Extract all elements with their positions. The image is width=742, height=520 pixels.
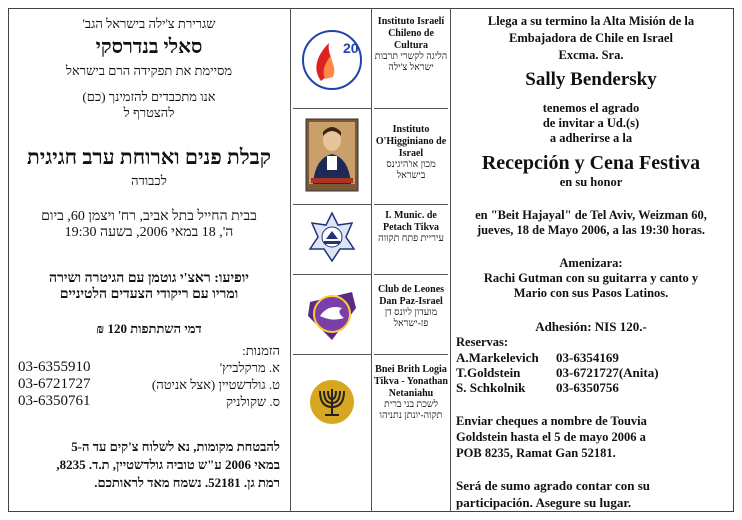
hebrew-line: להצטרף ל xyxy=(123,105,175,120)
spanish-entertainment-title: Amenizara: xyxy=(559,256,623,270)
divider xyxy=(374,354,448,355)
spanish-ambassador-name: Sally Bendersky xyxy=(525,69,657,90)
spanish-line: Llega a su termino la Alta Misión de la xyxy=(487,14,695,28)
institution xyxy=(374,16,448,74)
spanish-reservations-title: Reservas: xyxy=(456,335,509,349)
contact-name: ט. גולדשטיין (אצל אניטה) xyxy=(151,377,280,392)
contact-row xyxy=(18,376,280,393)
divider xyxy=(293,204,371,205)
contact-name: א. מרקלביץ' xyxy=(219,360,280,375)
hebrew-line: לכבודה xyxy=(131,173,167,188)
lions-club-logo xyxy=(293,278,371,350)
note-line: Será de sumo agrado contar con su xyxy=(456,478,651,493)
hebrew-admission: דמי השתתפות 120 ₪ xyxy=(96,321,202,336)
spanish-line: Excma. Sra. xyxy=(558,48,624,62)
hebrew-performers: ומריו עם ריקודי הצעדים הלטיניים xyxy=(59,287,239,302)
note-line: POB 8235, Ramat Gan 52181. xyxy=(456,446,616,460)
divider xyxy=(374,204,448,205)
divider xyxy=(293,354,371,355)
contact-phone: 03-6721727(Anita) xyxy=(556,365,659,380)
divider xyxy=(374,274,448,275)
note-line: במאי 2006 ע"ש טוביה גולדשטיין, ת.ד. 8235, xyxy=(56,457,280,472)
institution xyxy=(374,284,448,330)
institution-hebrew: לשכת בני ברית תקוה-יונתן נתניהו xyxy=(379,400,443,421)
hebrew-line: מסיימת את תפקידה הרם בישראל xyxy=(65,63,233,78)
spanish-venue: en "Beit Hajayal" de Tel Aviv, Weizman 60, xyxy=(475,208,707,222)
svg-text:20: 20 xyxy=(343,40,359,56)
institution xyxy=(374,124,448,182)
hebrew-performers: יופיעו: ראצ'י גוטמן עם הגיטרה ושירה xyxy=(49,271,249,286)
spanish-cheque-note xyxy=(452,413,730,461)
hebrew-line: אנו מתכבדים להזמינך (כם) xyxy=(82,89,216,104)
institution-name: Club de Leones Dan Paz-Israel xyxy=(377,284,445,307)
contact-name: ס. שקולניק xyxy=(225,394,280,409)
divider xyxy=(293,274,371,275)
contact-phone: 03-6354169 xyxy=(556,350,619,365)
institution-name: I. Munic. de Petach Tikva xyxy=(382,210,440,233)
anniversary-20-logo xyxy=(293,20,371,100)
institution-hebrew: עיריית פתח תקווה xyxy=(378,234,444,244)
institution-hebrew: הליגה לקשרי תרבות ישראל צ'ילה xyxy=(374,52,448,73)
institution xyxy=(374,210,448,245)
spanish-closing xyxy=(452,477,730,511)
institution-hebrew: מועדון ליונס דן פז-ישראל xyxy=(384,308,438,329)
spanish-line: de invitar a Ud.(s) xyxy=(542,116,640,130)
note-line: Enviar cheques a nombre de Touvia xyxy=(456,414,647,428)
contact-row xyxy=(18,393,280,410)
note-line: להבטחת מקומות, נא לשלוח צ'קים עד ה-5 xyxy=(71,439,280,454)
contact-phone: 03-6350761 xyxy=(18,393,91,409)
menorah-logo xyxy=(293,362,371,442)
contact-phone: 03-6350756 xyxy=(556,380,619,395)
hebrew-venue: בבית החייל בתל אביב, רח' ויצמן 60, ביום xyxy=(41,209,257,224)
note-line: participación. Asegure su lugar. xyxy=(456,495,632,510)
contact-row xyxy=(18,359,280,376)
spanish-line: en su honor xyxy=(559,175,623,189)
contact-name: S. Schkolnik xyxy=(456,380,526,395)
ohiggins-portrait xyxy=(293,112,371,198)
contact-name: T.Goldstein xyxy=(456,365,521,380)
institutions-column xyxy=(374,12,448,508)
institution-name: Instituto O'Higginiano de Israel xyxy=(375,124,447,159)
hebrew-note xyxy=(18,438,280,492)
contact-phone: 03-6721727 xyxy=(18,376,91,392)
logos-column xyxy=(293,12,371,508)
divider xyxy=(371,8,372,512)
hebrew-column xyxy=(12,12,290,508)
note-line: Goldstein hasta el 5 de mayo 2006 a xyxy=(456,430,646,444)
divider xyxy=(450,8,451,512)
spanish-line: a adherirse a la xyxy=(549,131,633,145)
hebrew-reservations-title: הזמנות: xyxy=(242,343,280,358)
petach-tikva-emblem xyxy=(293,206,371,268)
spanish-column xyxy=(452,12,730,508)
spanish-line: Embajadora de Chile en Israel xyxy=(509,31,673,45)
spanish-headline: Recepción y Cena Festiva xyxy=(481,152,701,174)
note-line: רמת גן. 52181. נשמח מאד לראותכם. xyxy=(94,475,280,490)
spanish-admission: Adhesión: NIS 120.- xyxy=(535,319,647,334)
divider xyxy=(293,108,371,109)
contact-row xyxy=(452,365,730,380)
spanish-venue: jueves, 18 de Mayo 2006, a las 19:30 horas. xyxy=(476,223,706,237)
contact-phone: 03-6355910 xyxy=(18,359,91,375)
hebrew-headline: קבלת פנים וארוחת ערב חגיגית xyxy=(26,145,272,169)
institution-name: Bnei Brith Logia Tikva - Yonathan Netaniahu xyxy=(374,364,448,399)
divider xyxy=(374,108,448,109)
institution-hebrew: מכון או'היגינס בישראל xyxy=(386,160,436,181)
spanish-entertainment: Mario con sus Pasos Latinos. xyxy=(513,286,669,300)
contact-name: A.Markelevich xyxy=(456,350,539,365)
institution xyxy=(374,364,448,422)
contact-row xyxy=(452,380,730,395)
contact-row xyxy=(452,350,730,365)
spanish-entertainment: Rachi Gutman con su guitarra y canto y xyxy=(483,271,699,285)
hebrew-line: שגרירת צ'ילה בישראל הגב' xyxy=(82,16,216,31)
hebrew-ambassador-name: סאלי בנדרסקי xyxy=(95,36,203,58)
institution-name: Instituto Israelí Chileno de Cultura xyxy=(377,16,445,51)
hebrew-venue: ה', 18 במאי 2006, בשעה 19:30 xyxy=(64,225,234,240)
divider xyxy=(290,8,291,512)
spanish-line: tenemos el agrado xyxy=(542,101,640,115)
